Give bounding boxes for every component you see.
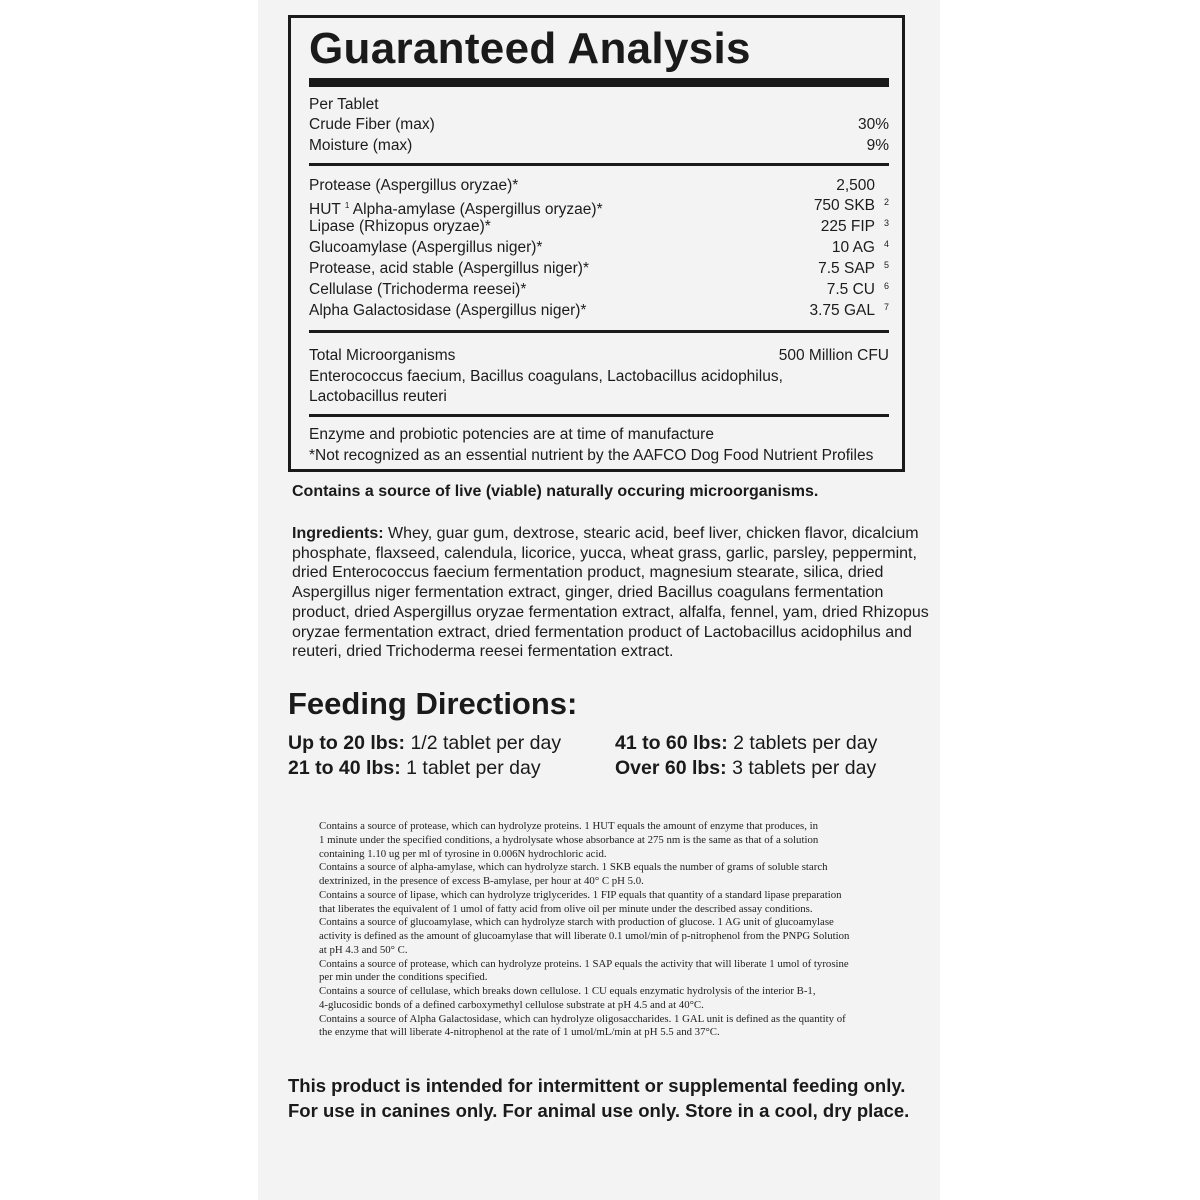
footnote-line: at pH 4.3 and 50° C. bbox=[319, 943, 408, 956]
analysis-row: Moisture (max) 9% bbox=[309, 137, 889, 154]
footnote-line: dextrinized, in the presence of excess B-amylase, per hour at 40° C pH 5.0. bbox=[319, 875, 644, 887]
enzyme-row: Protease (Aspergillus oryzae)* 2,500 bbox=[309, 177, 875, 194]
guaranteed-analysis-title: Guaranteed Analysis bbox=[309, 24, 751, 73]
title-divider bbox=[309, 78, 889, 87]
section-divider bbox=[309, 414, 889, 417]
footnote-line: 1 minute under the specified conditions, a hydrolysate whose absorbance at 275 nm is the same as that of a solution bbox=[319, 833, 819, 846]
footnote-line: Contains a source of cellulase, which breaks down cellulose. 1 CU equals enzymatic hydrolysis of the interior B-1, bbox=[319, 985, 816, 997]
footnote-line: Contains a source of lipase, which can hydrolyze triglycerides. 1 FIP equals that quantity of a standard lipase preparation bbox=[319, 888, 842, 901]
footnote-line: the enzyme that will liberate 4-nitrophenol at the rate of 1 umol/mL/min at pH 5.5 and 37°C. bbox=[319, 1026, 720, 1039]
guaranteed-analysis-box bbox=[288, 15, 905, 472]
usage-statement: This product is intended for intermittent or supplemental feeding only. For use in canines only. For animal use only. Store in a cool, dry place. bbox=[288, 1075, 910, 1121]
footnote-line: 4-glucosidic bonds of a defined carboxymethyl cellulose substrate at pH 4.5 and at 40°C. bbox=[319, 998, 704, 1011]
potency-note: Enzyme and probiotic potencies are at time of manufacture bbox=[309, 426, 714, 443]
enzyme-row: Lipase (Rhizopus oryzae)* 225 FIP 3 bbox=[309, 218, 889, 235]
per-tablet-label: Per Tablet bbox=[309, 96, 379, 113]
footnote-line: Contains a source of protease, which can hydrolyze proteins. 1 SAP equals the activity that will liberate 1 umol of tyrosine bbox=[319, 957, 849, 970]
ingredients-label: Ingredients: bbox=[292, 525, 384, 542]
footnote-line: Contains a source of Alpha Galactosidase, which can hydrolyze oligosaccharides. 1 GAL unit is defined as the quantity of bbox=[319, 1012, 846, 1025]
feeding-item: 21 to 40 lbs: 1 tablet per day bbox=[288, 757, 541, 779]
enzyme-row: HUT $^1$ Alpha-amylase (Aspergillus oryzae)* 750 SKB 2 bbox=[309, 197, 889, 219]
feeding-item: Over 60 lbs: 3 tablets per day bbox=[615, 757, 877, 779]
feeding-item: Up to 20 lbs: 1/2 tablet per day bbox=[288, 732, 562, 754]
enzyme-row: Alpha Galactosidase (Aspergillus niger)* 3.75 GAL 7 bbox=[309, 302, 889, 319]
strains-line: Lactobacillus reuteri bbox=[309, 388, 447, 405]
microorganisms-row: Total Microorganisms 500 Million CFU bbox=[309, 347, 889, 364]
section-divider bbox=[309, 163, 889, 166]
footnote-line: Contains a source of glucoamylase, which can hydrolyze starch with production of glucose. 1 AG unit of glucoamylase bbox=[319, 916, 834, 929]
ingredients-text: Whey, guar gum, dextrose, stearic acid, beef liver, chicken flavor, dicalcium phosphate, flaxseed, calendula, licorice, yucca, wheat grass, garlic, parsley, peppermint, dried Enterococcus faecium fermentation product, magnesium stearate, silica, dried Aspergillus niger fermentation extract, ginger, dried Bacillus coagulans fermentation product, dried Aspergillus oryzae fermentation extract, alfalfa, fennel, yam, dried Rhizopus oryzae fermentation extract, dried fermentation product of Lactobacillus acidophilus and reuteri, dried Trichoderma reesei fermentation extract. bbox=[292, 525, 929, 661]
live-source-statement: Contains a source of live (viable) naturally occuring microorganisms. bbox=[292, 483, 819, 500]
footnote-line: Contains a source of protease, which can hydrolyze proteins. 1 HUT equals the amount of enzyme that produces, in bbox=[319, 820, 819, 832]
enzyme-row: Cellulase (Trichoderma reesei)* 7.5 CU 6 bbox=[309, 281, 889, 298]
analysis-row: Crude Fiber (max) 30% bbox=[309, 116, 889, 133]
aafco-note: *Not recognized as an essential nutrient by the AAFCO Dog Food Nutrient Profiles bbox=[309, 447, 874, 464]
ingredients-paragraph bbox=[292, 524, 932, 662]
feeding-item: 41 to 60 lbs: 2 tablets per day bbox=[615, 732, 878, 754]
strains-line: Enterococcus faecium, Bacillus coagulans, Lactobacillus acidophilus, bbox=[309, 368, 783, 385]
footnote-line: activity is defined as the amount of glucoamylase that will liberate 0.1 umol/min of p-nitrophenol from the PNPG Solution bbox=[319, 930, 850, 942]
footnote-line: per min under the conditions specified. bbox=[319, 971, 488, 984]
footnote-line: containing 1.10 ug per ml of tyrosine in 0.006N hydrochloric acid. bbox=[319, 847, 607, 860]
enzyme-footnotes bbox=[319, 820, 919, 1040]
section-divider bbox=[309, 330, 889, 333]
enzyme-row: Protease, acid stable (Aspergillus niger)* 7.5 SAP 5 bbox=[309, 260, 889, 277]
feeding-directions-title: Feeding Directions: bbox=[288, 686, 578, 721]
footnote-line: that liberates the equivalent of 1 umol of fatty acid from olive oil per minute under the described assay conditions. bbox=[319, 902, 813, 915]
enzyme-row: Glucoamylase (Aspergillus niger)* 10 AG 4 bbox=[309, 239, 889, 256]
footnote-line: Contains a source of alpha-amylase, which can hydrolyze starch. 1 SKB equals the number of grams of soluble starch bbox=[319, 861, 828, 874]
